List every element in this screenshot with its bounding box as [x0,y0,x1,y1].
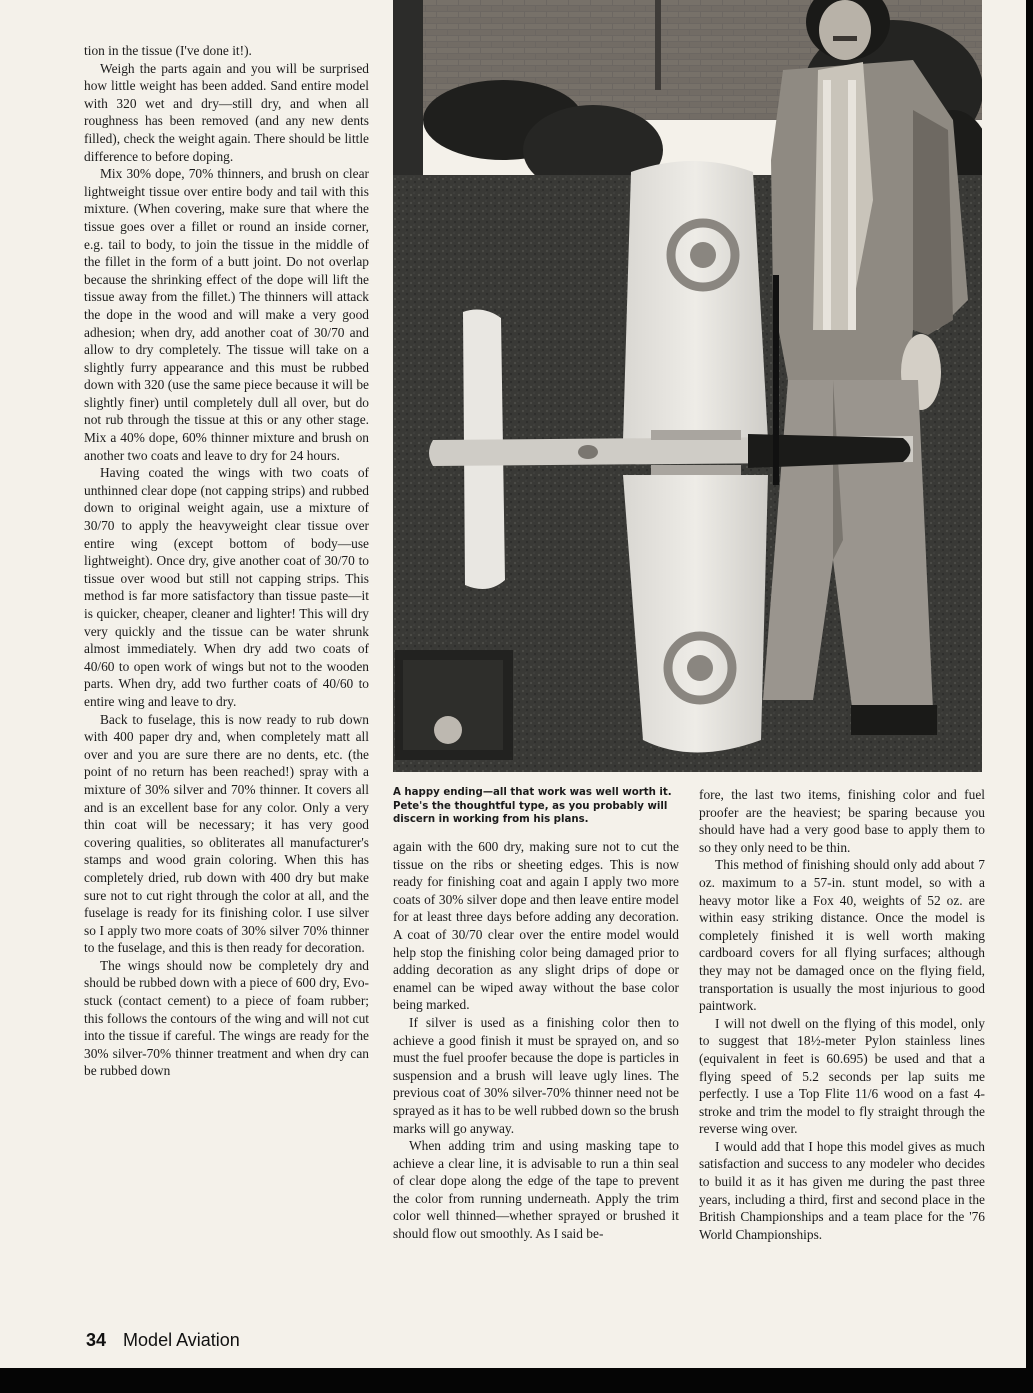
paragraph: Weigh the parts again and you will be surprised how little weight has been added. Sand entire model with 320 wet and dry—still dry, and when all roughness has been removed (and any new dents filled), check the weight again. There should be little difference to before doping. [84,60,369,164]
paragraph: The wings should now be completely dry and should be rubbed down with a piece of 600 dry, Evo-stuck (contact cement) to a piece of foam rubber; this follows the contours of the wing and will not cut into the tissue if careful. The wings are ready for the 30% silver-70% thinner treatment and when dry can be rubbed down [84,957,369,1079]
scan-border-right [1026,0,1033,1393]
page-number: 34 [86,1330,107,1350]
scan-border-bottom [0,1368,1033,1393]
paragraph: If silver is used as a finishing color then to achieve a good finish it must be sprayed on, and so must the fuel proofer because the dope is particles in suspension and a brush will leave ugly lines. The previous coat of 30% silver-70% thinner need not be sprayed as it has to be well rubbed down so the brush marks will go anyway. [393,1014,679,1136]
paragraph: I will not dwell on the flying of this model, only to suggest that 18½-meter Pylon stainless lines (equivalent in feet is 60.695) be used and that a flying speed of 5.2 seconds per lap suits me perfectly. I use a Top Flite 11/6 wood on a fast 4-stroke and trim the model to fly straight through the reverse wing over. [699,1015,985,1137]
article-column-1 [84,42,369,1080]
paragraph: fore, the last two items, finishing color and fuel proofer are the heaviest; be sparing because you should have had a very good base to apply them to so they only need to be thin. [699,787,985,855]
article-column-3 [699,786,985,1243]
article-column-2 [393,838,679,1243]
photo-caption: A happy ending—all that work was well worth it. Pete's the thoughtful type, as you probably will discern in working from his plans. [393,787,672,826]
paragraph: tion in the tissue (I've done it!). [84,43,252,58]
photo-modeler-with-plane [393,0,982,772]
magazine-title: Model Aviation [123,1330,240,1350]
paragraph: Back to fuselage, this is now ready to rub down with 400 paper dry and, when completely matt all over and you are sure there are no dents, etc. (the point of no return has been reached!) spray with a mixture of 30% silver and 70% thinner. It covers all and is an excellent base for any color. Only a very thin coat will be necessary; it has very good covering qualities, so obliterates all manufacturer's stamps and wood grain coloring. When this has completely dried, rub down with 400 dry but make sure not to cut right through the color at all, and the fuselage is ready for its finishing color. I use silver so I apply two more coats of 30% silver 70% thinner to the fuselage, and this is then ready for decoration. [84,711,369,956]
paragraph: Having coated the wings with two coats of unthinned clear dope (not capping strips) and rubbed down to original weight again, use a mixture of 30/70 to apply the heavyweight clear tissue over entire wing (except bottom of body—use lightweight). Once dry, give another coat of 30/70 to tissue over wood but still not capping strips. This method is far more satisfactory than tissue paste—it is quicker, cheaper, cleaner and lighter! This will dry very quickly and the tissue can be water shrunk almost immediately. When dry add two coats of 40/60 to open work of wings but not to the wooden parts. When dry, add two further coats of 40/60 to entire wing and leave to dry. [84,465,369,709]
paragraph: When adding trim and using masking tape to achieve a clear line, it is advisable to run a thin seal of clear dope along the edge of the tape to prevent the color from running underneath. Apply the trim color well thinned—whether sprayed or brushed it should flow out smoothly. As I said be- [393,1138,679,1242]
paragraph: This method of finishing should only add about 7 oz. maximum to a 57-in. stunt model, so with a heavy motor like a Fox 40, weights of 52 oz. are within easy striking distance. Once the model is completely finished it is well worth making cardboard covers for all flying surfaces; although they may not be damaged once on the flying field, transportation is usually the most injurious to good paintwork. [699,857,985,1014]
paragraph: Mix 30% dope, 70% thinners, and brush on clear lightweight tissue over entire body and tail with this mixture. (When covering, make sure that where the tissue goes over a fillet or round an inside corner, e.g. tail to body, to join the tissue in the middle of the fillet in the form of a butt joint. Do not overlap because the shrinking effect of the dope will lift the tissue away from the fillet.) The thinners will attack the dope in the wood and will make a very good adhesion; when dry, add another coat of 30/70 and allow to dry completely. The tissue will take on a slightly furry appearance and this must be rubbed down with 320 (use the same piece because it will be slightly finer) until completely dull all over, but do not rub through the tissue at this or any other stage. Mix a 40% dope, 60% thinner mixture and brush on another two coats and leave to dry for 24 hours. [84,166,369,463]
paragraph: I would add that I hope this model gives as much satisfaction and success to any modeler who decides to build it as it has given me during the past three years, including a third, first and second place in the British Championships and a team place for the '76 World Championships. [699,1138,985,1242]
page-footer [86,1330,240,1351]
paragraph: again with the 600 dry, making sure not to cut the tissue on the ribs or sheeting edges. This is now ready for finishing coat and again I apply two more coats of 30% silver dope and then leave entire model for at least three days before adding any decoration. A coat of 30/70 clear over the entire model would help stop the finishing color being damaged prior to adding decoration as any slight drips of dope or enamel can be wiped away without the base color being marked. [393,839,679,1013]
